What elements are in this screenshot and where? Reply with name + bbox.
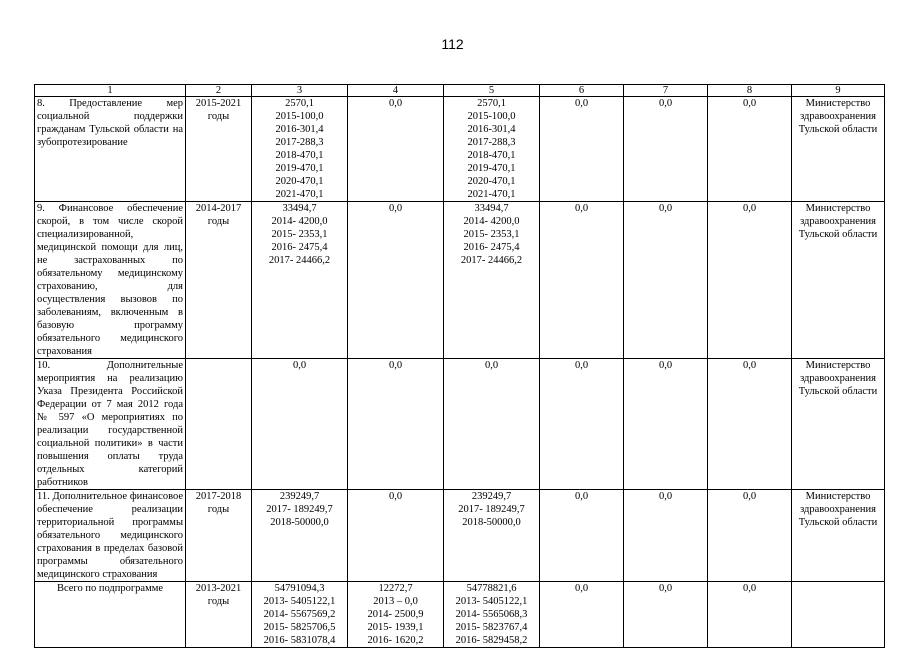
table-row <box>35 582 885 648</box>
funding-cell: 0,0 <box>540 202 624 359</box>
funding-value: 2015- 2353,1 <box>463 229 520 240</box>
page-number: 112 <box>441 36 464 52</box>
funding-cell: 0,0 <box>624 202 708 359</box>
funding-cell <box>444 202 540 359</box>
funding-value: 0,0 <box>388 360 403 371</box>
funding-value: 2015- 5825706,5 <box>263 622 336 633</box>
funding-value: 54791094,3 <box>274 583 325 594</box>
funding-value: 239249,7 <box>279 491 320 502</box>
funding-cell <box>348 97 444 202</box>
funding-cell <box>252 582 348 648</box>
table-row <box>35 202 885 359</box>
funding-value: 12272,7 <box>378 583 413 594</box>
funding-cell: 0,0 <box>708 582 792 648</box>
funding-cell: 0,0 <box>540 359 624 490</box>
funding-cell: 0,0 <box>540 490 624 582</box>
funding-cell <box>252 359 348 490</box>
funding-value: 2015- 5823767,4 <box>455 622 528 633</box>
funding-cell <box>444 582 540 648</box>
funding-value: 2016- 2475,4 <box>271 242 328 253</box>
funding-value: 2016- 1620,2 <box>367 635 424 646</box>
funding-value: 2015-100,0 <box>275 111 324 122</box>
funding-value: 2013- 5405122,1 <box>263 596 336 607</box>
funding-cell: 0,0 <box>624 582 708 648</box>
measure-description: Всего по подпрограмме <box>35 582 186 648</box>
funding-value: 0,0 <box>484 360 499 371</box>
funding-cell: 0,0 <box>708 490 792 582</box>
responsible-executor: Министерство здравоохранения Тульской области <box>792 359 885 490</box>
funding-cell: 0,0 <box>624 490 708 582</box>
funding-value: 0,0 <box>292 360 307 371</box>
funding-cell: 0,0 <box>540 97 624 202</box>
measure-description: 11. Дополнительное финансовое обеспечение реализации территориальной программы обязательного медицинского страхования в пределах базовой программы обязательного медицинского страхования <box>35 490 186 582</box>
funding-value: 2570,1 <box>477 98 506 109</box>
funding-value: 2015- 2353,1 <box>271 229 328 240</box>
implementation-period: 2015-2021 годы <box>186 97 252 202</box>
responsible-executor: Министерство здравоохранения Тульской области <box>792 490 885 582</box>
funding-value: 239249,7 <box>471 491 512 502</box>
funding-value: 2017-288,3 <box>275 137 324 148</box>
table-row <box>35 490 885 582</box>
funding-value: 2016- 2475,4 <box>463 242 520 253</box>
measure-description: 8. Предоставление мер социальной поддержки гражданам Тульской области на зубопротезирование <box>35 97 186 202</box>
funding-cell: 0,0 <box>708 359 792 490</box>
funding-cell <box>252 202 348 359</box>
funding-value: 54778821,6 <box>466 583 517 594</box>
implementation-period: 2017-2018 годы <box>186 490 252 582</box>
funding-cell <box>348 582 444 648</box>
funding-value: 0,0 <box>388 98 403 109</box>
measure-description: 9. Финансовое обеспечение скорой, в том числе скорой специализированной, медицинской помощи для лиц, не застрахованных по обязательному медицинскому страхованию, для осуществления вызовов по заболеваниям, включенным в базовую программу обязательного медицинского страхования <box>35 202 186 359</box>
measure-description: 10. Дополнительные мероприятия на реализацию Указа Президента Российской Федерации от 7 мая 2012 года № 597 «О мероприятиях по реализации государственной социальной политики» в части повышения оплаты труда отдельных категорий работников <box>35 359 186 490</box>
column-header: 1 <box>35 85 186 97</box>
funding-value: 2017- 24466,2 <box>268 255 331 266</box>
funding-value: 2016- 5829458,2 <box>455 635 528 646</box>
funding-cell: 0,0 <box>708 202 792 359</box>
funding-value: 2017- 189249,7 <box>266 504 333 515</box>
column-header: 2 <box>186 85 252 97</box>
funding-cell: 0,0 <box>540 582 624 648</box>
funding-cell <box>348 202 444 359</box>
funding-cell <box>348 490 444 582</box>
funding-value: 2017-288,3 <box>467 137 516 148</box>
funding-value: 2014- 4200,0 <box>271 216 328 227</box>
funding-cell <box>252 97 348 202</box>
funding-value: 2013 – 0,0 <box>373 596 418 607</box>
column-header: 8 <box>708 85 792 97</box>
funding-value: 33494,7 <box>282 203 317 214</box>
funding-cell <box>348 359 444 490</box>
funding-value: 2015- 1939,1 <box>367 622 424 633</box>
column-header: 6 <box>540 85 624 97</box>
table-row <box>35 97 885 202</box>
funding-value: 2014- 5565068,3 <box>455 609 528 620</box>
funding-value: 2014- 4200,0 <box>463 216 520 227</box>
funding-value: 2016- 5831078,4 <box>263 635 336 646</box>
funding-value: 2013- 5405122,1 <box>455 596 528 607</box>
funding-value: 2018-50000,0 <box>270 517 329 528</box>
column-header: 7 <box>624 85 708 97</box>
funding-value: 2014- 2500,9 <box>367 609 424 620</box>
subprogram-table <box>34 84 885 648</box>
implementation-period <box>186 359 252 490</box>
funding-value: 2018-50000,0 <box>462 517 521 528</box>
funding-value: 2018-470,1 <box>275 150 324 161</box>
responsible-executor <box>792 582 885 648</box>
column-number-row <box>35 85 885 97</box>
funding-value: 2018-470,1 <box>467 150 516 161</box>
funding-value: 2017- 189249,7 <box>458 504 525 515</box>
funding-value: 2020-470,1 <box>467 176 516 187</box>
funding-cell: 0,0 <box>624 359 708 490</box>
responsible-executor: Министерство здравоохранения Тульской области <box>792 202 885 359</box>
funding-value: 2019-470,1 <box>467 163 516 174</box>
funding-value: 33494,7 <box>474 203 509 214</box>
funding-value: 2020-470,1 <box>275 176 324 187</box>
funding-value: 2015-100,0 <box>467 111 516 122</box>
column-header: 5 <box>444 85 540 97</box>
column-header: 3 <box>252 85 348 97</box>
table-row <box>35 359 885 490</box>
funding-value: 2016-301,4 <box>467 124 516 135</box>
funding-value: 2021-470,1 <box>467 189 516 200</box>
funding-value: 2016-301,4 <box>275 124 324 135</box>
funding-cell: 0,0 <box>708 97 792 202</box>
funding-cell <box>252 490 348 582</box>
column-header: 4 <box>348 85 444 97</box>
implementation-period: 2013-2021 годы <box>186 582 252 648</box>
funding-value: 2014- 5567569,2 <box>263 609 336 620</box>
column-header: 9 <box>792 85 885 97</box>
funding-cell: 0,0 <box>624 97 708 202</box>
implementation-period: 2014-2017 годы <box>186 202 252 359</box>
funding-value: 0,0 <box>388 203 403 214</box>
funding-cell <box>444 97 540 202</box>
funding-value: 2570,1 <box>285 98 314 109</box>
funding-value: 2019-470,1 <box>275 163 324 174</box>
funding-value: 2021-470,1 <box>275 189 324 200</box>
funding-value: 0,0 <box>388 491 403 502</box>
funding-value: 2017- 24466,2 <box>460 255 523 266</box>
funding-cell <box>444 490 540 582</box>
responsible-executor: Министерство здравоохранения Тульской области <box>792 97 885 202</box>
funding-cell <box>444 359 540 490</box>
